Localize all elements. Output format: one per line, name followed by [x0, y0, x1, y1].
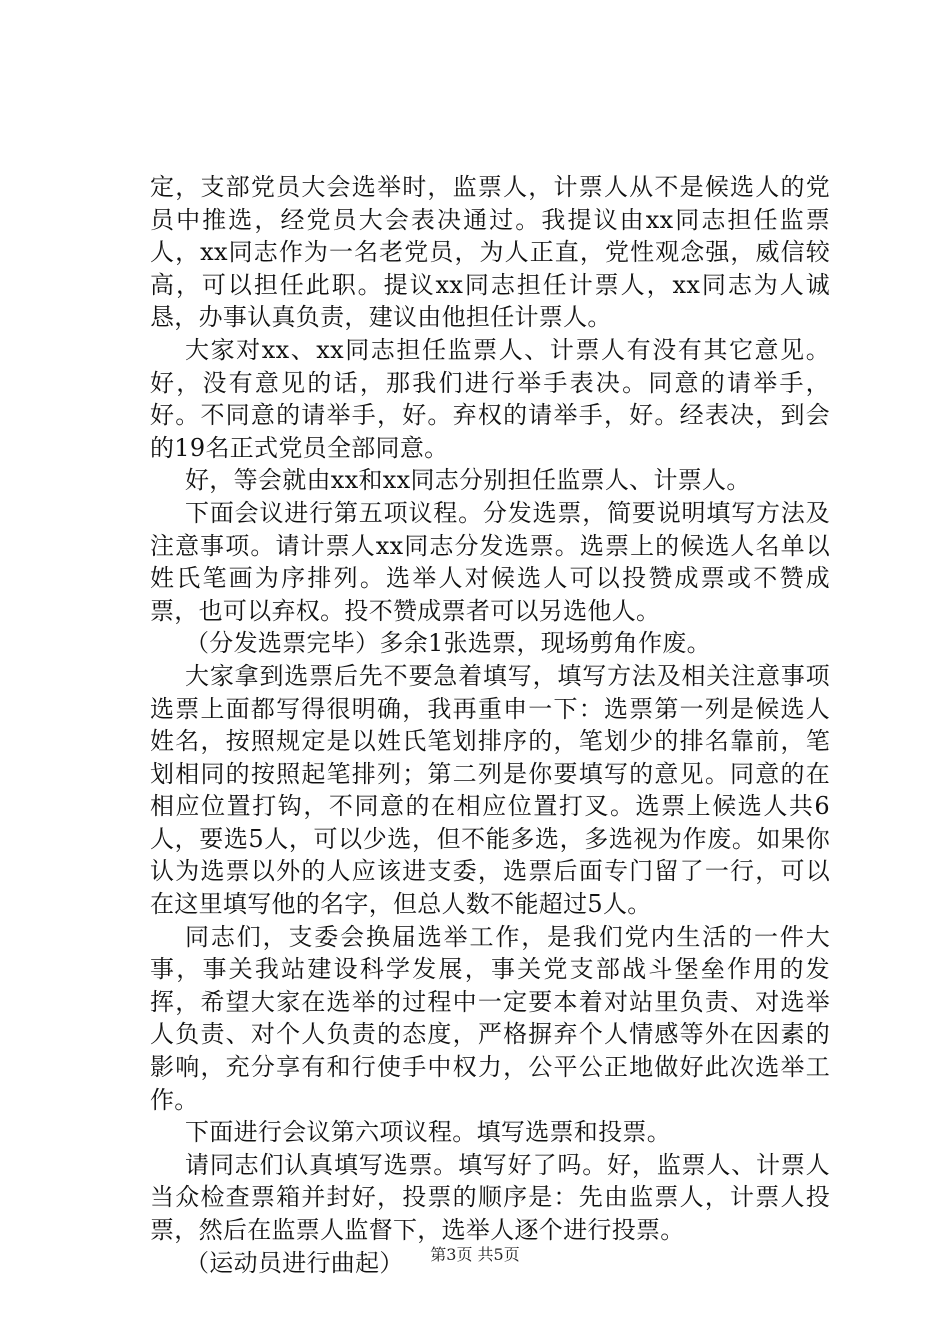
- page-footer: 第3页 共5页: [430, 1245, 520, 1264]
- paragraph-7: 同志们，支委会换届选举工作，是我们党内生活的一件大事，事关我站建设科学发展，事关党支部战斗堡垒作用的发挥，希望大家在选举的过程中一定要本着对站里负责、对选举人负责、对个人负责的态度，严格摒弃个人情感等外在因素的影响，充分享有和行使手中权力，公平公正地做好此次选举工作。: [150, 922, 830, 1114]
- paragraph-8: 下面进行会议第六项议程。填写选票和投票。: [185, 1118, 671, 1147]
- paragraph-5: （分发选票完毕）多余1张选票，现场剪角作废。: [185, 629, 711, 658]
- paragraph-10: （运动员进行曲起）: [185, 1248, 404, 1277]
- paragraph-3: 好，等会就由xx和xx同志分别担任监票人、计票人。: [185, 466, 751, 495]
- paragraph-6: 大家拿到选票后先不要急着填写，填写方法及相关注意事项选票上面都写得很明确，我再重申一下：选票第一列是候选人姓名，按照规定是以姓氏笔划排序的，笔划少的排名靠前，笔划相同的按照起笔排列；第二列是你要填写的意见。同意的在相应位置打钩，不同意的在相应位置打叉。选票上候选人共6人，要选5人，可以少选，但不能多选，多选视为作废。如果你认为选票以外的人应该进支委，选票后面专门留了一行，可以在这里填写他的名字，但总人数不能超过5人。: [150, 661, 830, 919]
- document-body: [150, 171, 830, 1279]
- paragraph-4: 下面会议进行第五项议程。分发选票，简要说明填写方法及注意事项。请计票人xx同志分发选票。选票上的候选人名单以姓氏笔画为序排列。选举人对候选人可以投赞成票或不赞成票，也可以弃权。投不赞成票者可以另选他人。: [150, 498, 830, 625]
- paragraph-2: 大家对xx、xx同志担任监票人、计票人有没有其它意见。好，没有意见的话，那我们进行举手表决。同意的请举手，好。不同意的请举手，好。弃权的请举手，好。经表决，到会的19名正式党员全部同意。: [150, 335, 830, 462]
- paragraph-1: 定，支部党员大会选举时，监票人，计票人从不是候选人的党员中推选，经党员大会表决通过。我提议由xx同志担任监票人，xx同志作为一名老党员，为人正直，党性观念强，威信较高，可以担任此职。提议xx同志担任计票人，xx同志为人诚恳，办事认真负责，建议由他担任计票人。: [150, 173, 830, 332]
- paragraph-9: 请同志们认真填写选票。填写好了吗。好，监票人、计票人当众检查票箱并封好，投票的顺序是：先由监票人，计票人投票，然后在监票人监督下，选举人逐个进行投票。: [150, 1150, 830, 1244]
